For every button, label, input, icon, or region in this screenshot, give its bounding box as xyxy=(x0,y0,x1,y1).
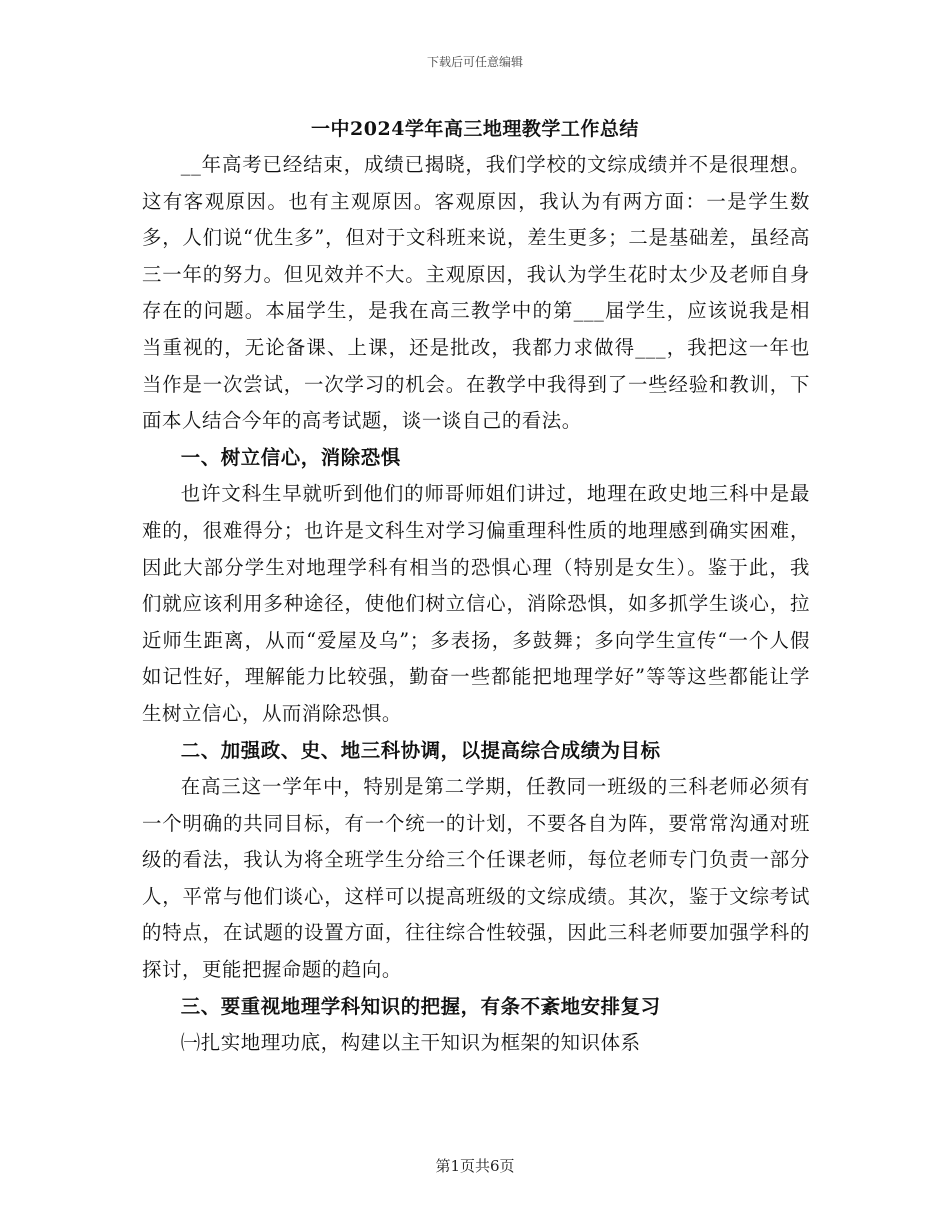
section-heading-3: 三、要重视地理学科知识的把握，有条不紊地安排复习 xyxy=(180,994,661,1018)
document-title: 一中2024学年高三地理教学工作总结 xyxy=(311,118,639,140)
section-heading-2: 二、加强政、史、地三科协调，以提高综合成绩为目标 xyxy=(180,738,661,762)
page-number: 第1页共6页 xyxy=(435,1157,515,1175)
page-header-note: 下载后可任意编辑 xyxy=(426,55,523,69)
subsection-heading-1: ㈠扎实地理功底，构建以主干知识为框架的知识体系 xyxy=(180,1031,641,1055)
section-1-paragraph: 也许文科生早就听到他们的师哥师姐们讲过，地理在政史地三科中是最难的，很难得分；也许是文科生对学习偏重理科性质的地理感到确实困难，因此大部分学生对地理学科有相当的恐惧心理（特别是女生）。鉴于此，我们就应该利用多种途径，使他们树立信心，消除恐惧，如多抓学生谈心，拉近师生距离，从而“爱屋及乌”；多表扬，多鼓舞；多向学生宣传“一个人假如记性好，理解能力比较强，勤奋一些都能把地理学好”等等这些都能让学生树立信心，从而消除恐惧。 xyxy=(142,482,810,725)
section-2-paragraph: 在高三这一学年中，特别是第二学期，任教同一班级的三科老师必须有一个明确的共同目标，有一个统一的计划，不要各自为阵，要常常沟通对班级的看法，我认为将全班学生分给三个任课老师，每位老师专门负责一部分人，平常与他们谈心，这样可以提高班级的文综成绩。其次，鉴于文综考试的特点，在试题的设置方面，往往综合性较强，因此三科老师要加强学科的探讨，更能把握命题的趋向。 xyxy=(142,775,810,982)
section-heading-1: 一、树立信心，消除恐惧 xyxy=(180,445,401,469)
intro-paragraph: __年高考已经结束，成绩已揭晓，我们学校的文综成绩并不是很理想。这有客观原因。也有主观原因。客观原因，我认为有两方面：一是学生数多，人们说“优生多”，但对于文科班来说，差生更多；二是基础差，虽经高三一年的努力。但见效并不大。主观原因，我认为学生花时太少及老师自身存在的问题。本届学生，是我在高三教学中的第___届学生，应该说我是相当重视的，无论备课、上课，还是批改，我都力求做得___，我把这一年也当作是一次尝试，一次学习的机会。在教学中我得到了一些经验和教训，下面本人结合今年的高考试题，谈一谈自己的看法。 xyxy=(142,153,810,433)
document-body xyxy=(142,147,810,1062)
